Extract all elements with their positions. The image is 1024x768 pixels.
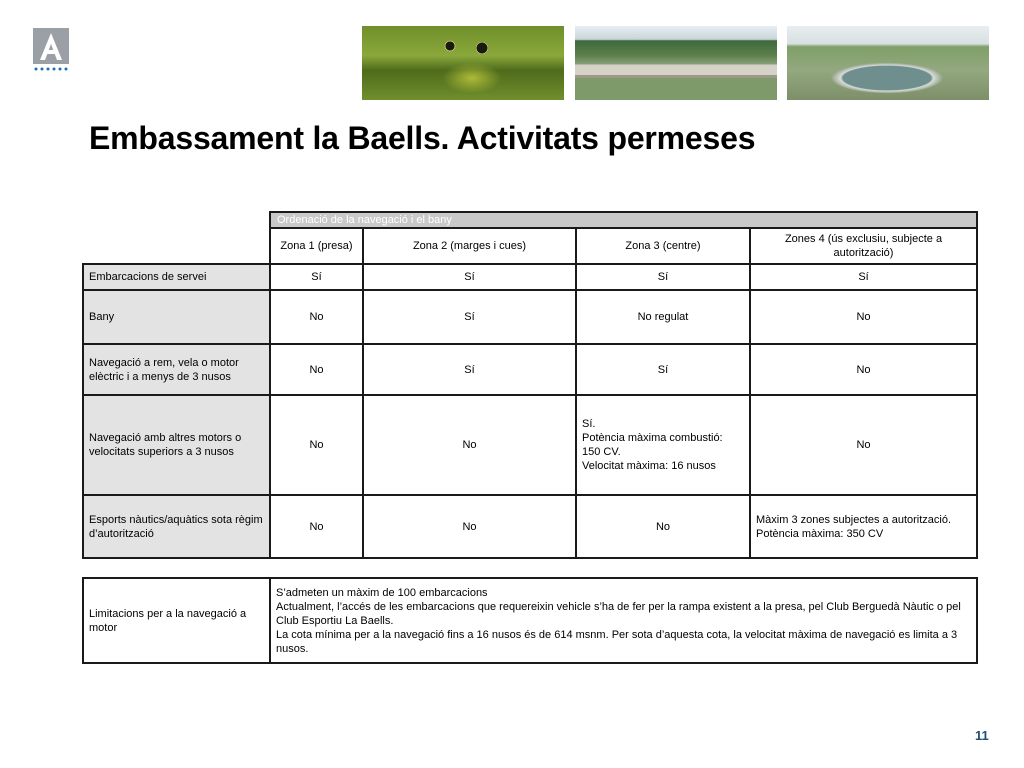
table-cell: Sí: [363, 290, 576, 344]
table-cell: Màxim 3 zones subjectes a autorització. Potència màxima: 350 CV: [750, 495, 977, 558]
limitations-table: [82, 577, 978, 664]
table-row: [83, 395, 977, 495]
frog-photo: [362, 26, 564, 100]
table-cell: No: [270, 344, 363, 395]
limitation-line: S’admeten un màxim de 100 embarcacions: [276, 586, 488, 599]
table-row: [83, 495, 977, 558]
limitations-row: [83, 578, 977, 663]
zone-header: Zona 3 (centre): [576, 228, 750, 264]
table-cell: Sí: [363, 344, 576, 395]
table-cell: No: [363, 495, 576, 558]
table-cell: No: [270, 495, 363, 558]
page-number: 11: [975, 728, 989, 743]
table-cell: Sí: [576, 344, 750, 395]
water-treatment-plant-photo: [787, 26, 989, 100]
group-header: Ordenació de la navegació i el bany: [270, 212, 977, 228]
table-cell: No regulat: [576, 290, 750, 344]
table-cell: Sí. Potència màxima combustió: 150 CV. Velocitat màxima: 16 nusos: [576, 395, 750, 495]
zone-header: Zona 1 (presa): [270, 228, 363, 264]
row-label: Embarcacions de servei: [83, 264, 270, 290]
table-row: [83, 290, 977, 344]
row-label: Bany: [83, 290, 270, 344]
table-cell: No: [750, 344, 977, 395]
limitation-line: La cota mínima per a la navegació fins a 16 nusos és de 614 msnm. Per sota d’aquesta cota, la velocitat màxima de navegació es limita a 3 nusos.: [276, 628, 958, 655]
table-cell: No: [576, 495, 750, 558]
limitations-label: Limitacions per a la navegació a motor: [83, 578, 270, 663]
table-cell: No: [270, 290, 363, 344]
group-header-row: [83, 212, 977, 228]
zone-header: Zona 2 (marges i cues): [363, 228, 576, 264]
row-label: Navegació amb altres motors o velocitats superiors a 3 nusos: [83, 395, 270, 495]
table-corner: [83, 212, 270, 264]
row-label: Navegació a rem, vela o motor elèctric i a menys de 3 nusos: [83, 344, 270, 395]
row-label: Esports nàutics/aquàtics sota règim d’autorització: [83, 495, 270, 558]
table-cell: No: [750, 290, 977, 344]
limitation-line: Actualment, l’accés de les embarcacions que requereixin vehicle s’ha de fer per la rampa existent a la presa, pel Club Berguedà Nàutic o pel Club Esportiu La Baells.: [276, 600, 961, 627]
table-cell: Sí: [750, 264, 977, 290]
table-cell: No: [363, 395, 576, 495]
table-cell: Sí: [363, 264, 576, 290]
agency-logo: [30, 28, 74, 74]
activities-table: [82, 211, 978, 559]
dam-photo: [575, 26, 777, 100]
table-cell: No: [270, 395, 363, 495]
table-cell: Sí: [576, 264, 750, 290]
page-title: Embassament la Baells. Activitats permeses: [89, 120, 756, 156]
table-cell: No: [750, 395, 977, 495]
table-cell: Sí: [270, 264, 363, 290]
zone-header: Zones 4 (ús exclusiu, subjecte a autorització): [750, 228, 977, 264]
limitations-text: [270, 578, 977, 663]
table-row: [83, 344, 977, 395]
table-row: [83, 264, 977, 290]
